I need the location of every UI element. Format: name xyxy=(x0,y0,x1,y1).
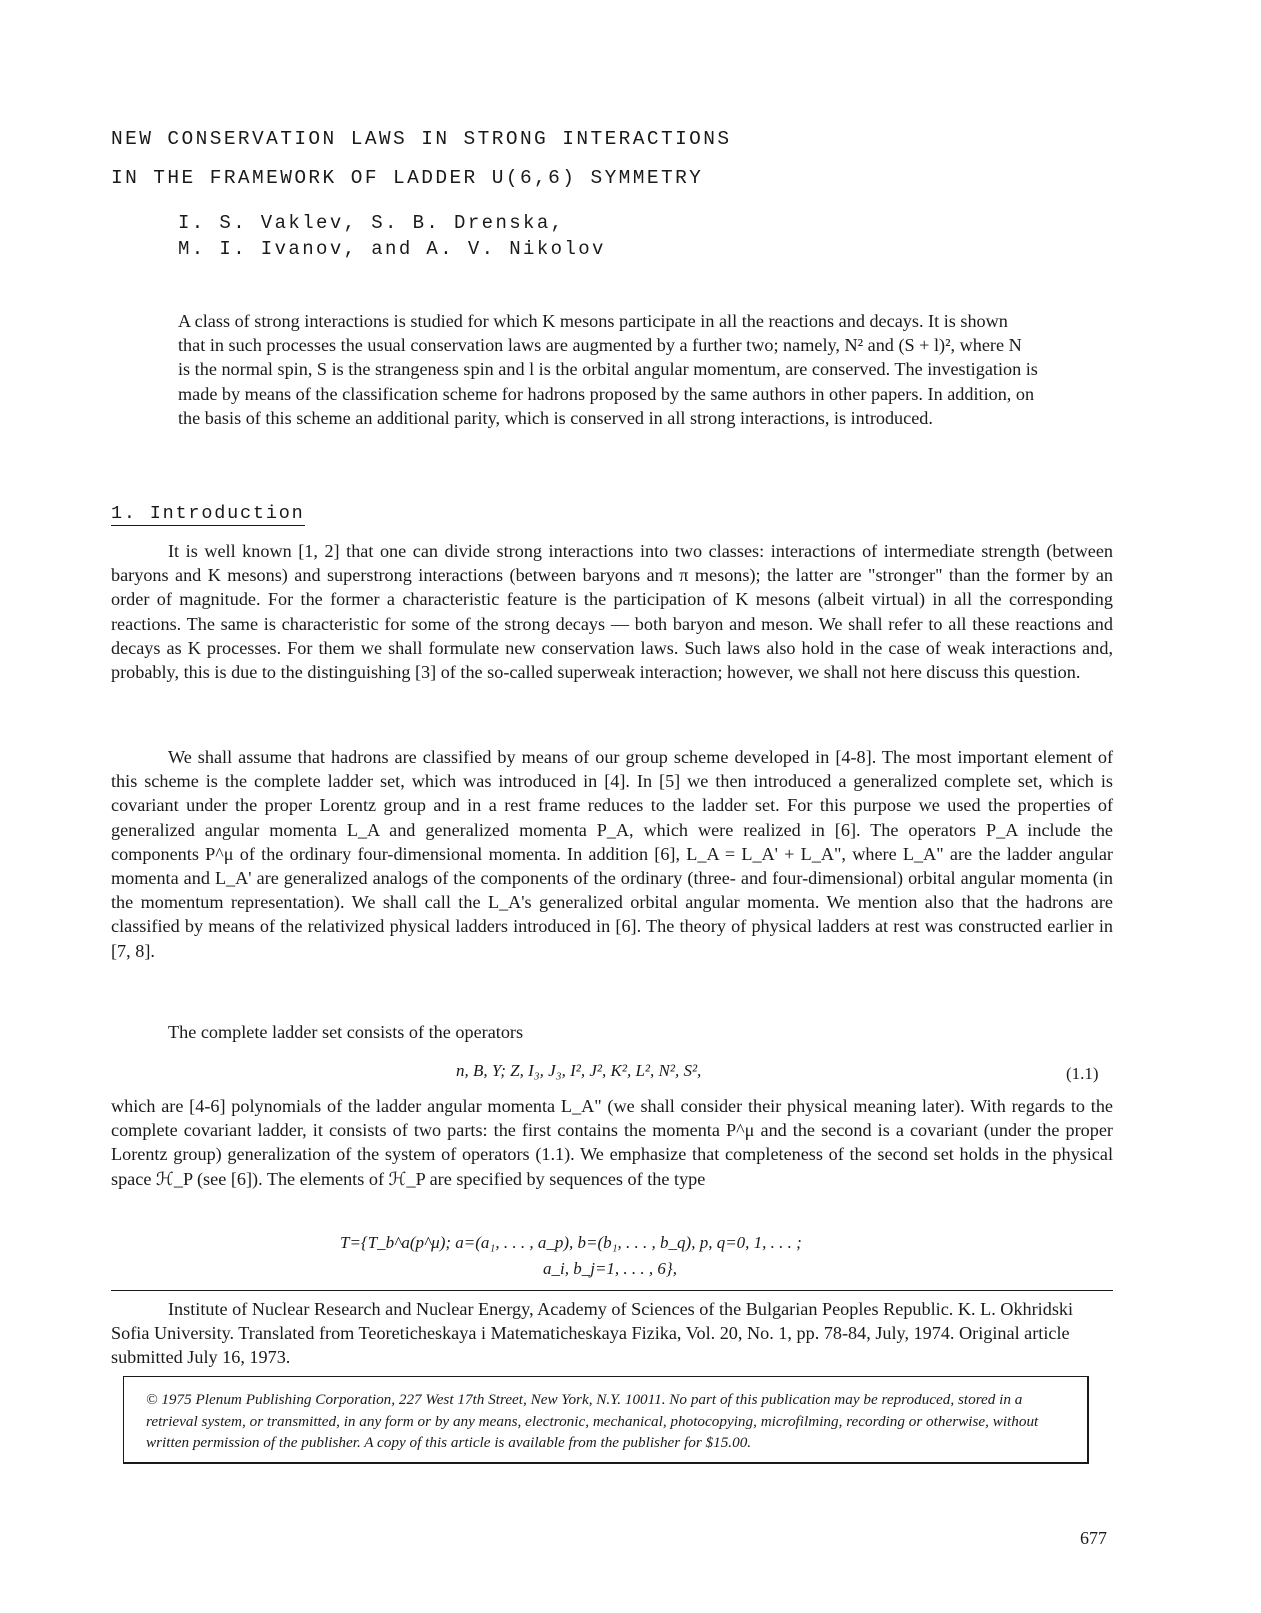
title-line-1: NEW CONSERVATION LAWS IN STRONG INTERACTIONS xyxy=(111,128,732,150)
body-paragraph-4 xyxy=(111,1094,1113,1191)
footnote-text: Institute of Nuclear Research and Nuclear Energy, Academy of Sciences of the Bulgarian Peoples Republic. K. L. Okhridski Sofia University. Translated from Teoreticheskaya i Matematicheskaya Fizika, Vol. 20, No. 1, pp. 78-84, July, 1974. Original article submitted July 16, 1973. xyxy=(111,1299,1074,1367)
equation-T-line-2: a_i, b_j=1, . . . , 6}, xyxy=(543,1259,677,1278)
page-number: 677 xyxy=(1080,1528,1107,1548)
section-heading-introduction: 1. Introduction xyxy=(111,503,305,524)
paragraph-text: We shall assume that hadrons are classified by means of our group scheme developed in [4-8]. The most important element of this scheme is the complete ladder set, which was introduced in [4]. In [5] we then introduced a generalized complete set, which is covariant under the proper Lorentz group and in a rest frame reduces to the ladder set. For this purpose we used the properties of generalized angular momenta L_A and generalized momenta P_A, which were realized in [6]. The operators P_A include the components P^μ of the ordinary four-dimensional momenta. In addition [6], L_A = L_A' + L_A", where L_A" are the ladder angular momenta and L_A' are generalized analogs of the components of the ordinary (three- and four-dimensional) orbital angular momenta (in the momentum representation). We shall call the L_A's generalized orbital angular momenta. We mention also that the hadrons are classified by means of the relativized physical ladders introduced in [6]. The theory of physical ladders at rest was constructed earlier in [7, 8]. xyxy=(111,747,1113,961)
equation-1-1: n, B, Y; Z, I₃, J₃, I², J², K², L², N², S², xyxy=(456,1061,702,1080)
abstract xyxy=(178,309,1038,430)
body-paragraph-2 xyxy=(111,745,1113,963)
authors-line-1: I. S. Vaklev, S. B. Drenska, xyxy=(178,212,565,234)
equation-1-1-number: (1.1) xyxy=(1066,1064,1099,1083)
affiliation-footnote xyxy=(111,1297,1113,1369)
abstract-text: A class of strong interactions is studied for which K mesons participate in all the reactions and decays. It is shown that in such processes the usual conservation laws are augmented by a further two; namely, N² and (S + l)², where N is the normal spin, S is the strangeness spin and l is the orbital angular momentum, are conserved. The investigation is made by means of the classification scheme for hadrons proposed by the same authors in other papers. In addition, on the basis of this scheme an additional parity, which is conserved in all strong interactions, is introduced. xyxy=(178,311,1038,428)
paragraph-text: It is well known [1, 2] that one can divide strong interactions into two classes: interactions of intermediate strength (between baryons and K mesons) and superstrong interactions (between baryons and π mesons); the latter are "stronger" than the former by an order of magnitude. For the former a characteristic feature is the participation of K mesons (albeit virtual) in all the corresponding reactions. The same is characteristic for some of the strong decays — both baryon and meson. We shall refer to all these reactions and decays as K processes. For them we shall formulate new conservation laws. Such laws also hold in the case of weak interactions and, probably, this is due to the distinguishing [3] of the so-called superweak interaction; however, we shall not here discuss this question. xyxy=(111,541,1113,683)
footnote-divider xyxy=(111,1290,1113,1291)
equation-T-line-1: T={T_b^a(p^μ); a=(a₁, . . . , a_p), b=(b₁, . . . , b_q), p, q=0, 1, . . . ; xyxy=(340,1233,802,1252)
authors-line-2: M. I. Ivanov, and A. V. Nikolov xyxy=(178,238,606,260)
body-paragraph-1 xyxy=(111,539,1113,684)
body-paragraph-3: The complete ladder set consists of the operators xyxy=(168,1022,524,1042)
copyright-text: © 1975 Plenum Publishing Corporation, 227 West 17th Street, New York, N.Y. 10011. No part of this publication may be reproduced, stored in a retrieval system, or transmitted, in any form or by any means, electronic, mechanical, photocopying, microfilming, recording or otherwise, without written permission of the publisher. A copy of this article is available from the publisher for $15.00. xyxy=(146,1391,1039,1451)
title-line-2: IN THE FRAMEWORK OF LADDER U(6,6) SYMMETRY xyxy=(111,167,704,189)
copyright-box xyxy=(123,1376,1089,1464)
paragraph-text: which are [4-6] polynomials of the ladder angular momenta L_A" (we shall consider their physical meaning later). With regards to the complete covariant ladder, it consists of two parts: the first contains the momenta P^μ and the second is a covariant (under the proper Lorentz group) generalization of the system of operators (1.1). We emphasize that completeness of the second set holds in the physical space ℋ_P (see [6]). The elements of ℋ_P are specified by sequences of the type xyxy=(111,1096,1113,1189)
